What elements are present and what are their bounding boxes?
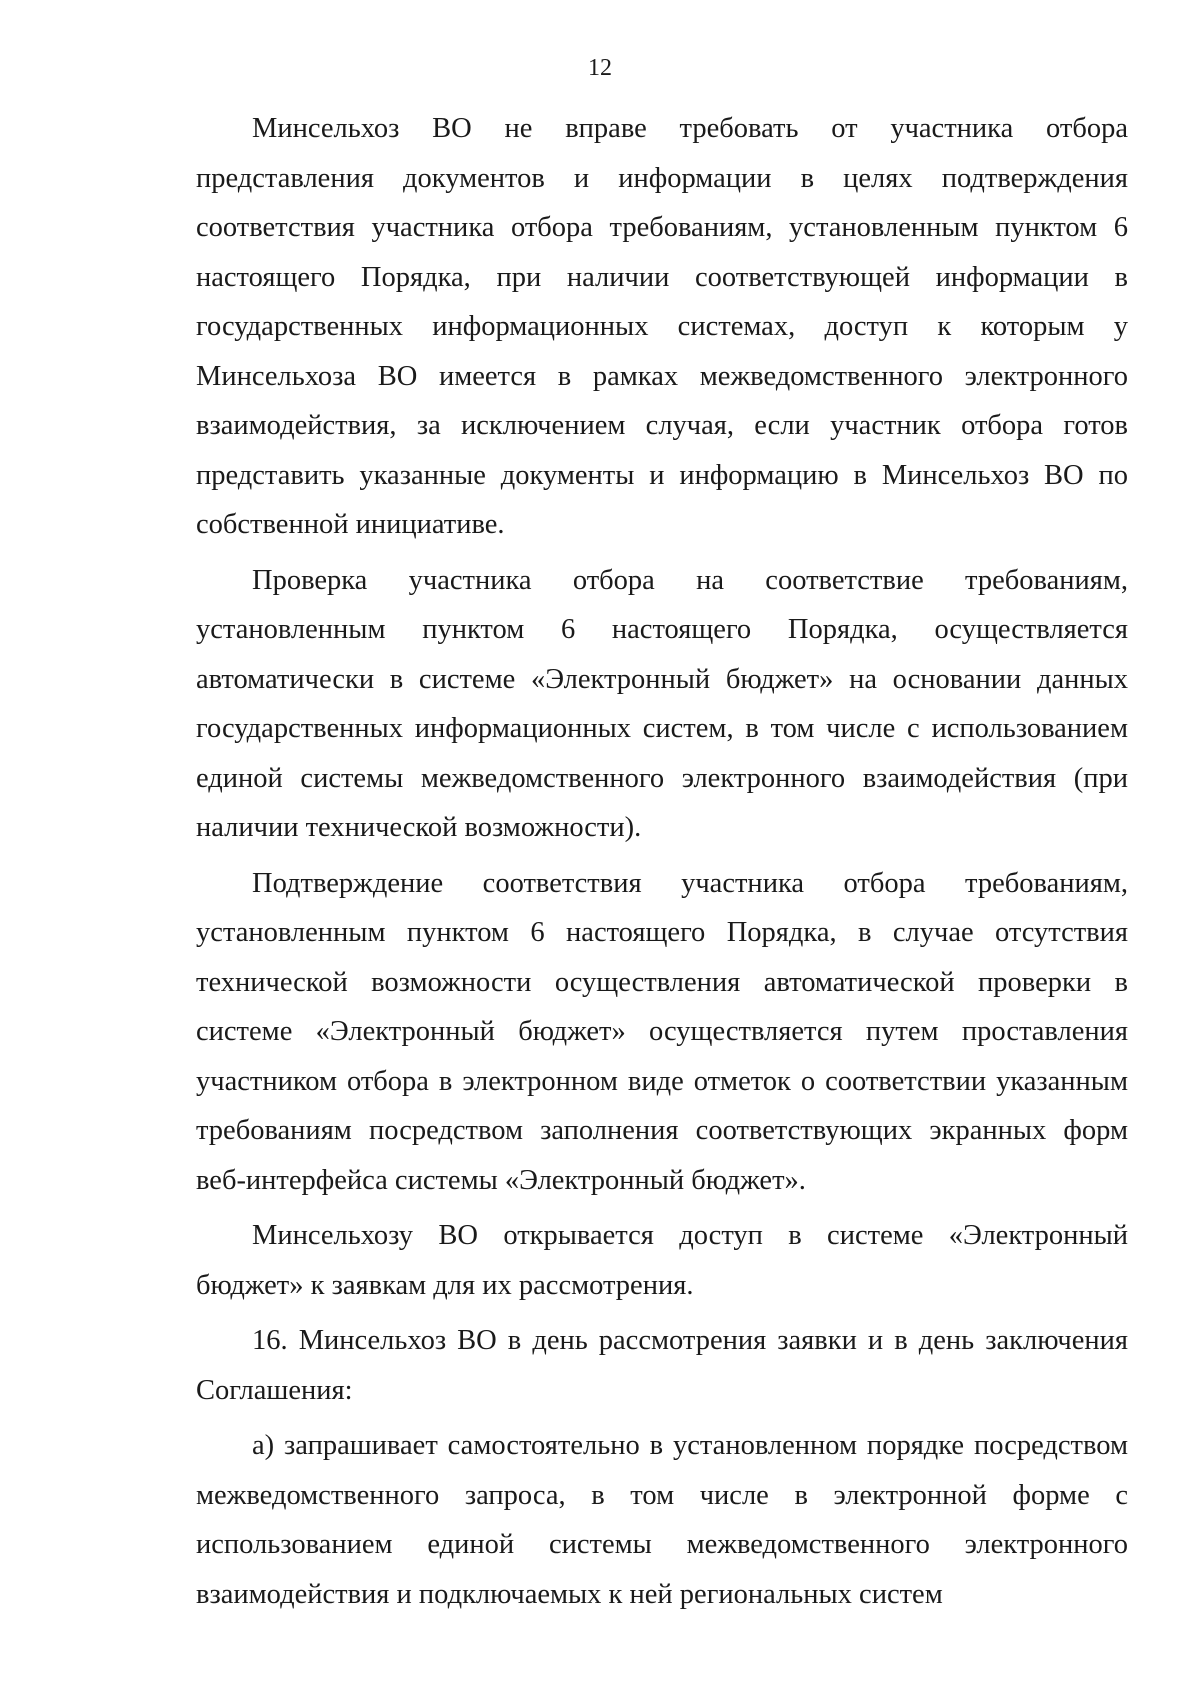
paragraph-automatic-check: Проверка участника отбора на соответствие требованиям, установленным пунктом 6 настоящего Порядка, осуществляется автоматически в системе «Электронный бюджет» на основании данных государственных информационных систем, в том числе с использованием единой системы межведомственного электронного взаимодействия (при наличии технической возможности).: [196, 564, 1128, 843]
paragraph-data-access: Минсельхоз ВО не вправе требовать от участника отбора представления документов и информации в целях подтверждения соответствия участника отбора требованиям, установленным пунктом 6 настоящего Порядка, при наличии соответствующей информации в государственных информационных системах, доступ к которым у Минсельхоза ВО имеется в рамках межведомственного электронного взаимодействия, за исключением случая, если участник отбора готов представить указанные документы и информацию в Минсельхоз ВО по собственной инициативе.: [196, 113, 1128, 540]
paragraph-manual-confirmation: Подтверждение соответствия участника отбора требованиям, установленным пунктом 6 настоящего Порядка, в случае отсутствия технической возможности осуществления автоматической проверки в системе «Электронный бюджет» осуществляется путем проставления участником отбора в электронном виде отметок о соответствии указанным требованиям посредством заполнения соответствующих экранных форм веб-интерфейса системы «Электронный бюджет».: [196, 867, 1128, 1196]
paragraph-item-16: 16. Минсельхоз ВО в день рассмотрения заявки и в день заключения Соглашения:: [196, 1325, 1128, 1406]
page-number: 12: [588, 55, 612, 81]
document-body: [196, 104, 1128, 1625]
paragraph-access-to-applications: Минсельхозу ВО открывается доступ в системе «Электронный бюджет» к заявкам для их рассмотрения.: [196, 1220, 1128, 1301]
paragraph-subitem-a: а) запрашивает самостоятельно в установленном порядке посредством межведомственного запроса, в том числе в электронной форме с использованием единой системы межведомственного электронного взаимодействия и подключаемых к ней региональных систем: [196, 1430, 1128, 1610]
